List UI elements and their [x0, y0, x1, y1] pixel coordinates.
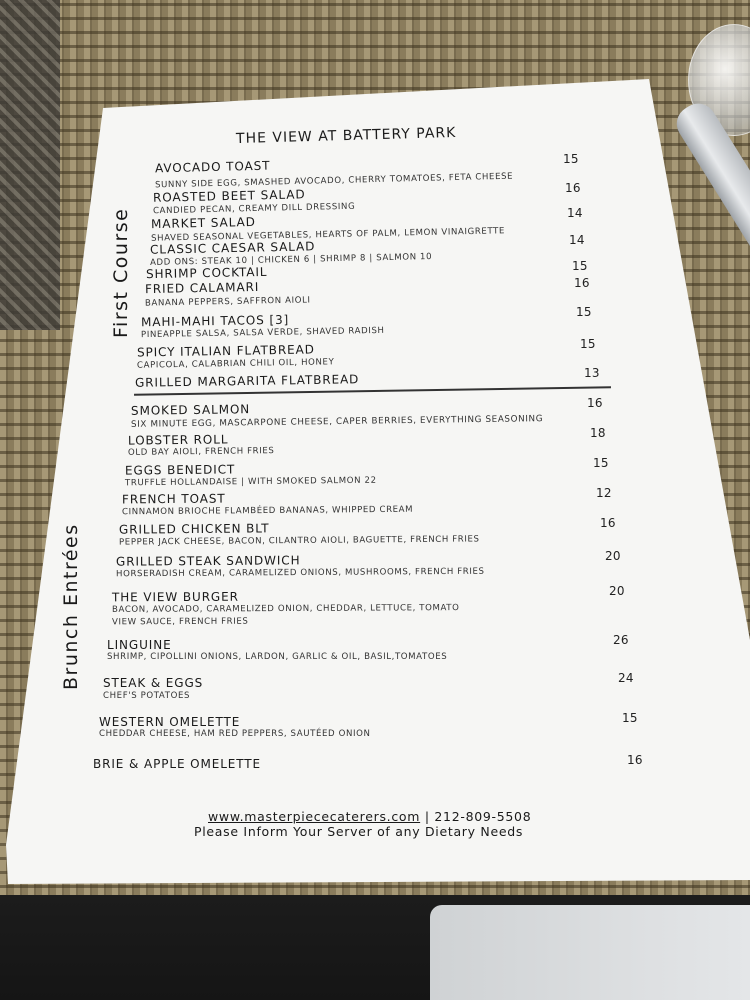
item-name: GRILLED CHICKEN BLT — [118, 521, 270, 537]
item-name: SMOKED SALMON — [130, 402, 251, 418]
item-name: STEAK & EGGS — [103, 676, 204, 690]
item-name: THE VIEW BURGER — [111, 589, 239, 605]
item-desc: CANDIED PECAN, CREAMY DILL DRESSING — [152, 201, 356, 217]
item-name: FRENCH TOAST — [121, 491, 226, 507]
item-price: 16 — [600, 516, 616, 530]
item-desc: CHEDDAR CHEESE, HAM RED PEPPERS, SAUTÉED ONION — [99, 729, 371, 739]
item-price: 14 — [567, 206, 583, 220]
item-desc: CINNAMON BRIOCHE FLAMBÉED BANANAS, WHIPPED CREAM — [121, 504, 414, 518]
item-desc: BACON, AVOCADO, CARAMELIZED ONION, CHEDDAR, LETTUCE, TOMATO — [111, 603, 460, 615]
item-desc: CHEF'S POTATOES — [103, 691, 191, 701]
item-price: 13 — [584, 366, 600, 380]
item-name: GRILLED STEAK SANDWICH — [115, 553, 301, 569]
item-desc: CAPICOLA, CALABRIAN CHILI OIL, HONEY — [136, 357, 335, 371]
item-name: FRIED CALAMARI — [144, 279, 260, 297]
item-name: LOBSTER ROLL — [127, 432, 229, 448]
item-name: SHRIMP COCKTAIL — [145, 264, 268, 282]
item-name: LINGUINE — [107, 638, 172, 652]
item-price: 16 — [565, 181, 581, 195]
item-price: 15 — [622, 711, 638, 725]
item-desc: SHRIMP, CIPOLLINI ONIONS, LARDON, GARLIC & OIL, BASIL,TOMATOES — [107, 652, 448, 662]
section-first-course: First Course — [110, 207, 132, 338]
item-price: 20 — [605, 549, 621, 563]
item-name: WESTERN OMELETTE — [99, 715, 241, 729]
item-name: MAHI-MAHI TACOS [3] — [140, 312, 290, 330]
item-desc: BANANA PEPPERS, SAFFRON AIOLI — [144, 295, 311, 309]
item-name: BRIE & APPLE OMELETTE — [93, 757, 262, 771]
item-desc: OLD BAY AIOLI, FRENCH FRIES — [127, 446, 275, 458]
item-price: 14 — [569, 233, 585, 247]
item-name: MARKET SALAD — [150, 214, 256, 232]
item-price: 15 — [572, 259, 588, 273]
item-price: 15 — [576, 305, 592, 319]
phone-number: | 212-809-5508 — [420, 809, 532, 824]
item-price: 15 — [580, 337, 596, 351]
item-desc: SUNNY SIDE EGG, SMASHED AVOCADO, CHERRY TOMATOES, FETA CHEESE — [154, 171, 514, 191]
item-desc: TRUFFLE HOLLANDAISE | WITH SMOKED SALMON 22 — [124, 475, 377, 489]
item-name: CLASSIC CAESAR SALAD — [149, 239, 316, 257]
item-desc: PINEAPPLE SALSA, SALSA VERDE, SHAVED RADISH — [140, 325, 385, 341]
item-price: 26 — [613, 633, 629, 647]
table-mesh — [0, 0, 60, 330]
item-name: EGGS BENEDICT — [124, 462, 236, 478]
item-price: 20 — [609, 584, 625, 598]
item-name: AVOCADO TOAST — [154, 158, 271, 176]
item-desc-line2: VIEW SAUCE, FRENCH FRIES — [111, 616, 249, 628]
website-link[interactable]: www.masterpiececaterers.com — [208, 809, 421, 824]
item-name: ROASTED BEET SALAD — [152, 187, 306, 205]
footer-contact — [208, 809, 531, 824]
item-desc: SIX MINUTE EGG, MASCARPONE CHEESE, CAPER BERRIES, EVERYTHING SEASONING — [130, 414, 544, 430]
item-price: 15 — [593, 456, 609, 470]
item-name: GRILLED MARGARITA FLATBREAD — [134, 372, 360, 390]
item-desc: SHAVED SEASONAL VEGETABLES, HEARTS OF PALM, LEMON VINAIGRETTE — [150, 226, 506, 244]
item-desc: PEPPER JACK CHEESE, BACON, CILANTRO AIOLI, BAGUETTE, FRENCH FRIES — [118, 534, 480, 548]
item-price: 16 — [627, 753, 643, 767]
item-price: 12 — [596, 486, 612, 500]
item-price: 16 — [587, 396, 603, 410]
menu-title: THE VIEW AT BATTERY PARK — [235, 124, 457, 148]
item-price: 18 — [590, 426, 606, 440]
item-price: 15 — [563, 152, 579, 166]
item-price: 16 — [574, 276, 590, 290]
item-price: 24 — [618, 671, 634, 685]
item-name: SPICY ITALIAN FLATBREAD — [136, 342, 315, 360]
item-desc: ADD ONS: STEAK 10 | CHICKEN 6 | SHRIMP 8 | SALMON 10 — [149, 252, 433, 268]
dietary-note: Please Inform Your Server of any Dietary Needs — [194, 824, 524, 839]
item-desc: HORSERADISH CREAM, CARAMELIZED ONIONS, MUSHROOMS, FRENCH FRIES — [115, 566, 485, 580]
chair-cushion — [430, 905, 750, 1000]
section-brunch-entrees: Brunch Entrées — [60, 523, 82, 690]
